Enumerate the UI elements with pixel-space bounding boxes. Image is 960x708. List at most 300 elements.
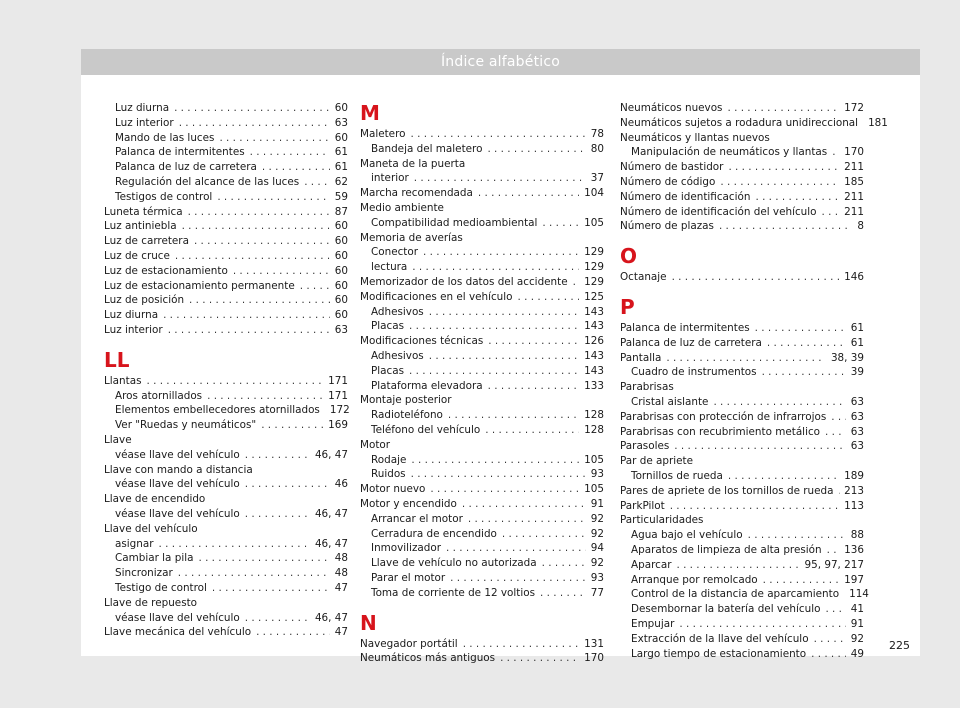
index-entry-term: Sincronizar xyxy=(115,567,173,580)
index-entry-page: 92 xyxy=(590,557,604,570)
dot-leader xyxy=(245,611,310,626)
dot-leader xyxy=(159,537,310,552)
index-entry-term: Motor nuevo xyxy=(360,483,426,496)
dot-leader xyxy=(825,425,846,440)
index-entry-term: Neumáticos más antiguos xyxy=(360,652,496,665)
index-entry-term: Marcha recomendada xyxy=(360,187,473,200)
index-entry-page: 129 xyxy=(584,275,604,288)
index-entry xyxy=(620,175,864,190)
dot-leader xyxy=(814,632,846,647)
index-entry-term: Mando de las luces xyxy=(115,131,215,144)
index-entry-term: Palanca de luz de carretera xyxy=(620,336,762,349)
index-entry-page: 185 xyxy=(844,175,864,188)
index-entry xyxy=(104,374,348,389)
dot-leader xyxy=(219,131,329,146)
index-entry xyxy=(104,219,348,234)
index-entry-term: asignar xyxy=(115,537,154,550)
index-entry xyxy=(620,425,864,440)
index-entry xyxy=(620,395,864,410)
index-entry xyxy=(620,647,864,662)
index-entry-term: interior xyxy=(371,172,409,185)
header-title: Índice alfabético xyxy=(440,54,561,70)
dot-leader xyxy=(488,379,580,394)
index-entry-term: Cerradura de encendido xyxy=(371,527,497,540)
index-letter-heading: LL xyxy=(104,347,130,372)
dot-leader xyxy=(822,205,840,220)
index-entry-page: 78 xyxy=(590,128,604,140)
index-entry xyxy=(620,365,864,380)
index-entry-page: 128 xyxy=(584,409,604,422)
index-entry-term: Aros atornillados xyxy=(115,389,203,402)
index-entry xyxy=(620,528,864,543)
index-entry xyxy=(360,423,604,438)
index-entry xyxy=(104,264,348,279)
index-entry-page: 93 xyxy=(590,468,604,481)
dot-leader xyxy=(414,171,586,186)
index-entry-page: 61 xyxy=(850,321,864,334)
index-entry-page: 46, 47 xyxy=(314,611,348,624)
index-entry xyxy=(620,101,864,116)
index-entry-page: 114 xyxy=(849,588,869,601)
index-entry-term: Luz de estacionamiento xyxy=(104,264,228,277)
index-entry-term: Pares de apriete de los tornillos de rueda xyxy=(620,484,834,497)
index-entry xyxy=(104,308,348,323)
index-entry xyxy=(360,305,604,320)
index-entry-term: Número de código xyxy=(620,175,716,188)
index-entry xyxy=(104,551,348,566)
index-entry-page: 87 xyxy=(334,205,348,218)
index-entry-term: Placas xyxy=(371,320,405,333)
index-entry-page: 170 xyxy=(844,146,864,159)
index-entry-page: 211 xyxy=(844,190,864,203)
index-entry xyxy=(104,293,348,308)
index-entry-page: 46, 47 xyxy=(314,507,348,520)
dot-leader xyxy=(174,101,330,116)
index-entry xyxy=(360,319,604,334)
dot-leader xyxy=(409,364,579,379)
index-entry xyxy=(104,625,348,640)
index-entry-page: 181 xyxy=(868,116,888,129)
index-entry-page: 60 xyxy=(334,102,348,114)
dot-leader xyxy=(755,321,846,336)
index-entry-page: 48 xyxy=(334,567,348,580)
index-entry-term: Manipulación de neumáticos y llantas xyxy=(631,146,828,159)
dot-leader xyxy=(194,234,330,249)
index-entry-term: Testigo de control xyxy=(115,581,207,594)
index-entry-term: Adhesivos xyxy=(371,305,424,318)
index-entry-term: Inmovilizador xyxy=(371,542,441,555)
index-entry xyxy=(360,260,604,275)
index-entry xyxy=(360,571,604,586)
index-entry-term: Luz antiniebla xyxy=(104,220,177,233)
index-entry-page: 60 xyxy=(334,294,348,307)
index-entry-page: 95, 97, 217 xyxy=(804,558,864,571)
dot-leader xyxy=(175,249,330,264)
index-entry xyxy=(620,145,864,160)
index-entry xyxy=(104,234,348,249)
index-entry xyxy=(360,127,604,142)
page-header xyxy=(81,49,920,75)
index-entry-term: Luz de carretera xyxy=(104,235,189,248)
dot-leader xyxy=(679,617,845,632)
index-entry-page: 46 xyxy=(334,478,348,491)
index-entry xyxy=(360,245,604,260)
index-entry-term: Parasoles xyxy=(620,440,670,453)
index-entry-page: 60 xyxy=(334,264,348,277)
dot-leader xyxy=(207,389,323,404)
index-entry-term: Llave mecánica del vehículo xyxy=(104,626,252,639)
index-entry-term: Llave de vehículo no autorizada xyxy=(371,557,537,570)
index-entry-term: Radioteléfono xyxy=(371,409,443,422)
dot-leader xyxy=(839,484,840,499)
dot-leader xyxy=(748,528,846,543)
index-entry-term: Largo tiempo de estacionamiento xyxy=(631,647,807,660)
index-entry xyxy=(620,219,864,234)
index-entry-term: Navegador portátil xyxy=(360,637,458,650)
index-entry-page: 93 xyxy=(590,571,604,584)
index-entry xyxy=(360,379,604,394)
index-entry-page: 60 xyxy=(334,235,348,248)
index-entry-page: 91 xyxy=(590,497,604,510)
index-entry-term: Maletero xyxy=(360,128,406,140)
index-entry-page: 63 xyxy=(334,323,348,336)
index-entry-page: 37 xyxy=(590,172,604,185)
index-entry xyxy=(104,175,348,190)
index-entry xyxy=(620,116,888,131)
index-heading: Llave del vehículo xyxy=(104,522,198,535)
index-entry-term: Adhesivos xyxy=(371,349,424,362)
dot-leader xyxy=(429,349,579,364)
dot-leader xyxy=(256,625,330,640)
index-entry-page: 105 xyxy=(584,216,604,229)
index-entry-page: 92 xyxy=(850,632,864,645)
index-heading: Llave con mando a distancia xyxy=(104,463,253,476)
index-entry xyxy=(104,131,348,146)
index-page xyxy=(81,49,920,665)
index-entry-page: 60 xyxy=(334,131,348,144)
index-letter-heading: P xyxy=(620,294,635,319)
index-entry-page: 47 xyxy=(334,626,348,639)
index-entry-term: Llantas xyxy=(104,374,142,387)
index-letter-heading: N xyxy=(360,610,377,635)
index-entry-term: Modificaciones técnicas xyxy=(360,335,484,348)
index-entry-page: 143 xyxy=(584,349,604,362)
index-entry-page: 41 xyxy=(850,603,864,616)
index-entry-page: 63 xyxy=(850,410,864,423)
dot-leader xyxy=(429,305,579,320)
index-entry-page: 143 xyxy=(584,364,604,377)
dot-leader xyxy=(763,573,839,588)
index-entry xyxy=(360,482,604,497)
dot-leader xyxy=(217,190,329,205)
dot-leader xyxy=(163,308,330,323)
index-entry xyxy=(620,484,864,499)
index-heading: Llave de repuesto xyxy=(104,596,198,609)
index-heading: Par de apriete xyxy=(620,455,694,468)
index-entry-term: Luz de posición xyxy=(104,294,185,307)
index-entry xyxy=(360,142,604,157)
index-entry xyxy=(620,632,864,647)
index-entry-term: Bandeja del maletero xyxy=(371,142,483,155)
index-entry xyxy=(620,351,864,366)
index-heading: Neumáticos y llantas nuevos xyxy=(620,131,770,144)
index-entry-page: 105 xyxy=(584,453,604,466)
index-entry-term: véase llave del vehículo xyxy=(115,507,240,520)
index-entry-term: Palanca de luz de carretera xyxy=(115,161,257,174)
index-entry-term: Parar el motor xyxy=(371,571,446,584)
index-entry-page: 129 xyxy=(584,246,604,259)
index-entry-page: 171 xyxy=(328,389,348,402)
dot-leader xyxy=(410,127,585,142)
index-entry-page: 60 xyxy=(334,220,348,233)
index-entry xyxy=(620,499,864,514)
dot-leader xyxy=(250,145,330,160)
index-entry-page: 61 xyxy=(334,146,348,159)
dot-leader xyxy=(728,469,839,484)
index-entry xyxy=(620,336,864,351)
dot-leader xyxy=(146,374,323,389)
page-number: 225 xyxy=(889,639,910,652)
dot-leader xyxy=(411,467,586,482)
index-entry-term: Cristal aislante xyxy=(631,395,709,408)
index-entry-page: 63 xyxy=(850,425,864,438)
index-heading: Motor xyxy=(360,438,391,451)
index-entry xyxy=(104,537,348,552)
dot-leader xyxy=(478,186,579,201)
index-entry-term: Ruidos xyxy=(371,468,406,481)
index-letter-heading: O xyxy=(620,244,638,269)
dot-leader xyxy=(755,190,839,205)
index-entry xyxy=(360,216,604,231)
dot-leader xyxy=(518,290,580,305)
dot-leader xyxy=(542,216,579,231)
index-entry-page: 143 xyxy=(584,320,604,333)
index-entry-term: Arrancar el motor xyxy=(371,512,463,525)
index-entry xyxy=(104,477,348,492)
index-entry xyxy=(360,512,604,527)
index-entry-page: 94 xyxy=(590,542,604,555)
dot-leader xyxy=(727,101,839,116)
index-entry-term: Número de plazas xyxy=(620,220,714,233)
index-entry-term: Número de bastidor xyxy=(620,161,724,174)
index-entry-term: Regulación del alcance de las luces xyxy=(115,175,300,188)
dot-leader xyxy=(450,571,586,586)
index-entry xyxy=(360,541,604,556)
dot-leader xyxy=(762,365,846,380)
index-entry xyxy=(620,469,864,484)
index-entry-term: Palanca de intermitentes xyxy=(115,146,245,159)
index-entry xyxy=(360,637,604,652)
index-column-3 xyxy=(620,101,888,661)
index-entry xyxy=(360,497,604,512)
index-entry-term: Compatibilidad medioambiental xyxy=(371,216,538,229)
index-entry xyxy=(620,321,864,336)
index-entry-page: 172 xyxy=(329,404,350,417)
index-entry xyxy=(104,190,348,205)
index-entry-term: Toma de corriente de 12 voltios xyxy=(371,586,536,599)
index-entry-term: Elementos embellecedores atornillados xyxy=(115,404,320,417)
index-column-2 xyxy=(360,101,604,666)
index-entry-term: Testigos de control xyxy=(115,190,213,203)
index-entry xyxy=(620,160,864,175)
index-entry-term: Control de la distancia de aparcamiento xyxy=(631,588,840,601)
index-entry xyxy=(360,275,604,290)
index-entry-term: Neumáticos sujetos a rodadura unidireccional xyxy=(620,116,859,129)
index-entry-page: 39 xyxy=(850,366,864,379)
dot-leader xyxy=(189,293,330,308)
index-entry-term: Rodaje xyxy=(371,453,407,466)
dot-leader xyxy=(719,219,852,234)
dot-leader xyxy=(179,116,330,131)
index-entry-page: 105 xyxy=(584,483,604,496)
index-entry-page: 63 xyxy=(850,395,864,408)
index-entry-page: 143 xyxy=(584,305,604,318)
index-entry xyxy=(104,249,348,264)
index-entry xyxy=(620,543,864,558)
dot-leader xyxy=(488,334,579,349)
index-letter-heading: M xyxy=(360,101,380,125)
dot-leader xyxy=(262,160,330,175)
dot-leader xyxy=(430,482,579,497)
dot-leader xyxy=(827,543,840,558)
dot-leader xyxy=(212,581,330,596)
index-heading: Montaje posterior xyxy=(360,394,452,407)
index-entry xyxy=(104,448,348,463)
index-entry xyxy=(620,270,864,285)
dot-leader xyxy=(670,499,839,514)
dot-leader xyxy=(300,279,330,294)
index-entry-page: 189 xyxy=(844,469,864,482)
dot-leader xyxy=(713,395,845,410)
index-entry-page: 60 xyxy=(334,309,348,322)
index-entry-page: 80 xyxy=(590,142,604,155)
index-heading: Llave xyxy=(104,433,132,446)
index-entry-page: 8 xyxy=(857,220,864,233)
dot-leader xyxy=(198,551,329,566)
index-entry-page: 61 xyxy=(334,161,348,174)
index-entry-term: Placas xyxy=(371,364,405,377)
index-entry-page: 104 xyxy=(584,187,604,200)
index-entry-term: Palanca de intermitentes xyxy=(620,321,750,334)
index-entry-term: Luz diurna xyxy=(115,102,170,114)
index-entry-term: lectura xyxy=(371,261,408,274)
index-entry xyxy=(620,587,869,602)
index-entry-page: 59 xyxy=(334,190,348,203)
index-entry-page: 146 xyxy=(844,271,864,284)
dot-leader xyxy=(811,647,846,662)
index-entry-page: 113 xyxy=(844,499,864,512)
dot-leader xyxy=(674,439,845,454)
index-entry xyxy=(104,323,348,338)
index-entry-page: 63 xyxy=(850,440,864,453)
index-entry xyxy=(104,403,348,418)
index-entry xyxy=(104,160,348,175)
index-entry xyxy=(360,527,604,542)
index-entry-term: Plataforma elevadora xyxy=(371,379,483,392)
index-entry xyxy=(104,507,348,522)
index-entry-page: 172 xyxy=(844,102,864,114)
index-entry xyxy=(360,171,604,186)
dot-leader xyxy=(448,408,579,423)
index-entry-term: Aparcar xyxy=(631,558,672,571)
dot-leader xyxy=(487,142,585,157)
index-entry-term: Parabrisas con recubrimiento metálico xyxy=(620,425,821,438)
dot-leader xyxy=(463,637,579,652)
dot-leader xyxy=(666,351,826,366)
index-entry xyxy=(360,408,604,423)
dot-leader xyxy=(411,453,579,468)
index-entry-term: Luz de cruce xyxy=(104,249,170,262)
index-entry-term: Parabrisas con protección de infrarrojos xyxy=(620,410,827,423)
index-entry-term: Cuadro de instrumentos xyxy=(631,366,757,379)
index-entry-term: ParkPilot xyxy=(620,499,665,512)
index-entry-term: Memorizador de los datos del accidente xyxy=(360,275,568,288)
index-entry-term: Tornillos de rueda xyxy=(631,469,723,482)
dot-leader xyxy=(423,245,579,260)
index-entry-term: Aparatos de limpieza de alta presión xyxy=(631,543,822,556)
index-entry xyxy=(360,334,604,349)
index-entry xyxy=(360,349,604,364)
index-entry-page: 48 xyxy=(334,552,348,565)
index-entry xyxy=(620,602,864,617)
dot-leader xyxy=(245,477,330,492)
index-entry-page: 62 xyxy=(334,175,348,188)
index-entry xyxy=(104,145,348,160)
index-entry-page: 133 xyxy=(584,379,604,392)
index-entry xyxy=(104,101,348,116)
dot-leader xyxy=(500,651,579,666)
index-entry-page: 77 xyxy=(590,586,604,599)
index-entry-term: Extracción de la llave del vehículo xyxy=(631,632,809,645)
index-entry xyxy=(104,566,348,581)
index-entry-term: véase llave del vehículo xyxy=(115,611,240,624)
index-entry-page: 88 xyxy=(850,529,864,542)
index-entry-term: Desembornar la batería del vehículo xyxy=(631,603,821,616)
dot-leader xyxy=(502,527,586,542)
index-entry-term: Arranque por remolcado xyxy=(631,573,758,586)
index-entry-term: Neumáticos nuevos xyxy=(620,102,723,114)
index-entry xyxy=(104,389,348,404)
index-entry-term: Conector xyxy=(371,246,419,259)
index-entry-page: 211 xyxy=(844,161,864,174)
dot-leader xyxy=(168,323,330,338)
dot-leader xyxy=(676,558,799,573)
dot-leader xyxy=(245,448,310,463)
dot-leader xyxy=(233,264,330,279)
index-entry-page: 170 xyxy=(584,652,604,665)
index-heading: Particularidades xyxy=(620,514,704,527)
dot-leader xyxy=(540,586,586,601)
index-entry xyxy=(620,558,864,573)
index-entry-term: Modificaciones en el vehículo xyxy=(360,290,513,303)
index-entry xyxy=(360,453,604,468)
index-heading: Maneta de la puerta xyxy=(360,157,466,170)
dot-leader xyxy=(767,336,846,351)
index-entry-page: 169 xyxy=(328,419,348,432)
dot-leader xyxy=(728,160,839,175)
index-entry xyxy=(620,190,864,205)
index-entry-page: 128 xyxy=(584,423,604,436)
dot-leader xyxy=(261,418,323,433)
index-heading: Llave de encendido xyxy=(104,493,206,506)
index-entry-page: 61 xyxy=(850,336,864,349)
index-entry xyxy=(104,279,348,294)
index-heading: Parabrisas xyxy=(620,381,674,394)
index-entry-page: 47 xyxy=(334,581,348,594)
dot-leader xyxy=(831,410,846,425)
index-entry xyxy=(360,186,604,201)
index-entry xyxy=(360,586,604,601)
